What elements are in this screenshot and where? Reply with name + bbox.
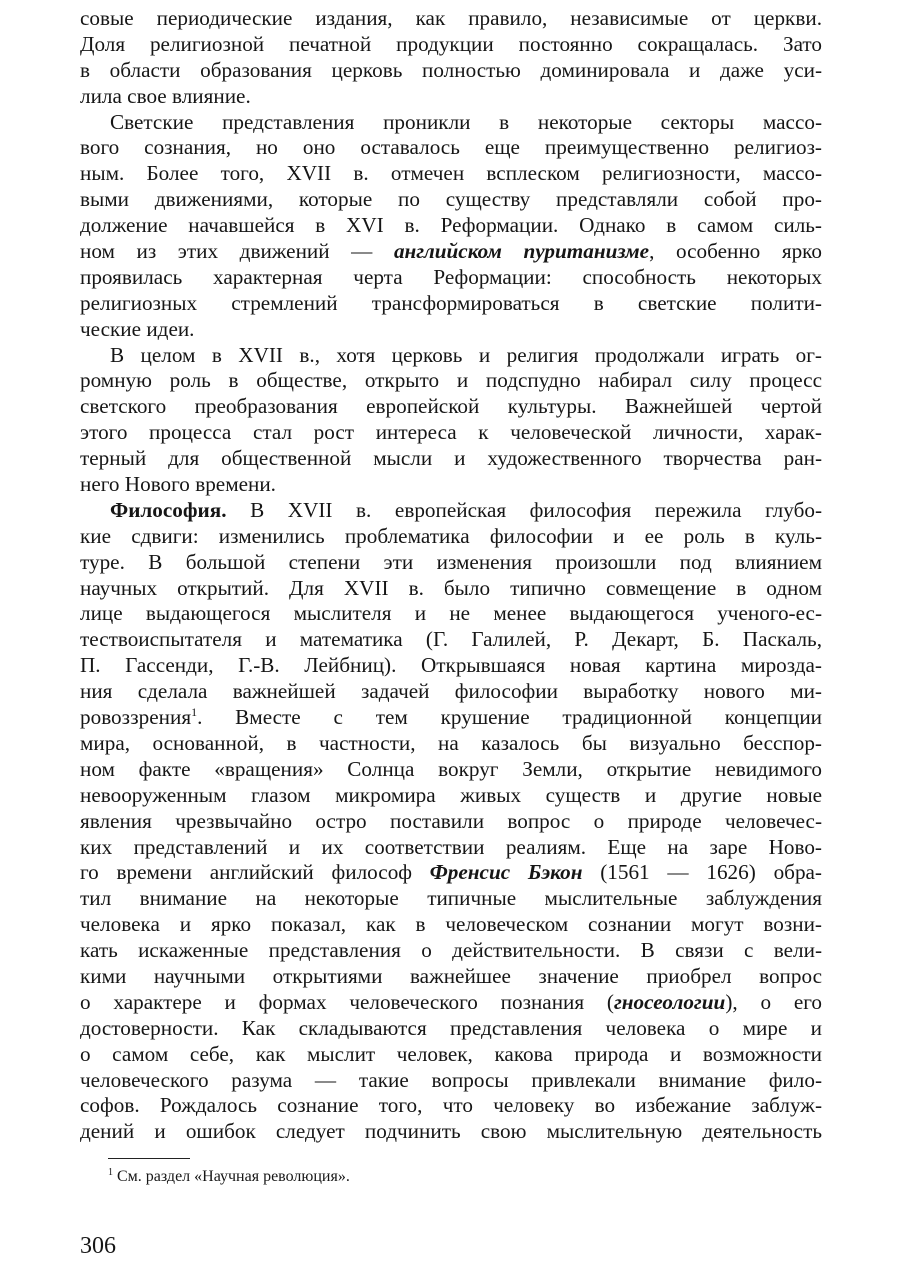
text-line: человека и ярко показал, как в человеческом сознании могут возни- [80, 912, 822, 937]
text-line: ния сделала важнейшей задачей философии выработку нового ми- [80, 679, 822, 704]
text-line: кими научными открытиями важнейшее значение приобрел вопрос [80, 963, 822, 988]
text-run: ном из этих движений — [80, 239, 394, 264]
text-run: . Вместе с тем крушение традиционной концепции [197, 705, 822, 730]
section-heading: Философия. [110, 497, 227, 522]
text-line: тил внимание на некоторые типичные мыслительные заблуждения [80, 886, 822, 911]
page-body [80, 6, 822, 1145]
footnote [108, 1167, 350, 1187]
text-line: ном факте «вращения» Солнца вокруг Земли, открытие невидимого [80, 756, 822, 781]
text-line: дений и ошибок следует подчинить свою мыслительную деятельность [80, 1119, 822, 1144]
text-line: ческие идеи. [80, 316, 195, 341]
text-line: совые периодические издания, как правило, независимые от церкви. [80, 6, 822, 30]
text-line: мира, основанной, в частности, на казалось бы визуально бесспор- [80, 730, 822, 755]
text-line: ным. Более того, XVII в. отмечен всплеском религиозности, массо- [80, 161, 822, 186]
footnote-ref: 1 [191, 705, 198, 720]
paragraph [80, 6, 822, 110]
page-number: 306 [80, 1233, 116, 1259]
text-line: невооруженным глазом микромира живых существ и другие новые [80, 782, 822, 807]
text-line: лила свое влияние. [80, 83, 251, 108]
text-run: ), о его [725, 989, 823, 1014]
text-line: ромную роль в обществе, открыто и подспудно набирал силу процесс [80, 368, 822, 393]
text-line: него Нового времени. [80, 472, 276, 497]
text-line: должение начавшейся в XVI в. Реформации. Однако в самом силь- [80, 213, 822, 238]
text-line: туре. В большой степени эти изменения произошли под влиянием [80, 549, 822, 574]
text-line: проявилась характерная черта Реформации: способность некоторых [80, 264, 822, 289]
text-line [80, 860, 822, 886]
text-run: ровоззрения [80, 705, 192, 730]
footnote-divider [108, 1158, 190, 1159]
text-line: кие сдвиги: изменились проблематика философии и ее роль в куль- [80, 523, 822, 548]
text-line: вого сознания, но оно оставалось еще преимущественно религиоз- [80, 135, 822, 160]
text-line: религиозных стремлений трансформироваться в светские полити- [80, 290, 822, 315]
footnote-marker: 1 [108, 1167, 113, 1178]
text-line: софов. Рождалось сознание того, что человеку во избежание заблуж- [80, 1093, 822, 1118]
paragraph [80, 110, 822, 343]
footnote-text: См. раздел «Научная революция». [113, 1168, 350, 1185]
paragraph [80, 343, 822, 498]
text-line: достоверности. Как складываются представления человека о мире и [80, 1015, 822, 1040]
text-line: о самом себе, как мыслит человек, какова природа и возможности [80, 1041, 822, 1066]
text-line: В целом в XVII в., хотя церковь и религия продолжали играть ог- [110, 342, 822, 367]
text-line [80, 498, 822, 524]
text-line: кать искаженные представления о действительности. В связи с вели- [80, 938, 822, 963]
text-run: , особенно ярко [649, 239, 822, 264]
text-line [80, 990, 822, 1016]
text-line: лице выдающегося мыслителя и не менее выдающегося ученого-ес- [80, 601, 822, 626]
text-line: светского преобразования европейской культуры. Важнейшей чертой [80, 394, 822, 419]
text-line: терный для общественной мысли и художественного творчества ран- [80, 446, 822, 471]
text-line: человеческого разума — такие вопросы привлекали внимание фило- [80, 1067, 822, 1092]
text-line: в области образования церковь полностью доминировала и даже уси- [80, 57, 822, 82]
text-line: научных открытий. Для XVII в. было типично совмещение в одном [80, 575, 822, 600]
paragraph [80, 498, 822, 1145]
italic-name: Френсис Бэкон [429, 860, 583, 885]
text-run: (1561 — 1626) обра- [582, 860, 822, 885]
text-line: Доля религиозной печатной продукции постоянно сокращалась. Зато [80, 31, 822, 56]
text-run: В XVII в. европейская философия пережила глубо- [226, 497, 822, 522]
text-line: явления чрезвычайно остро поставили вопрос о природе человечес- [80, 808, 822, 833]
text-line: этого процесса стал рост интереса к человеческой личности, харак- [80, 420, 822, 445]
text-line [80, 705, 822, 731]
text-line: тествоиспытателя и математика (Г. Галилей, Р. Декарт, Б. Паскаль, [80, 627, 822, 652]
text-run: о характере и формах человеческого познания ( [80, 989, 614, 1014]
text-line: выми движениями, которые по существу представляли собой про- [80, 187, 822, 212]
text-run: го времени английский философ [80, 860, 430, 885]
text-line [80, 239, 822, 265]
italic-term: английском пуританизме [393, 239, 650, 264]
text-line: Светские представления проникли в некоторые секторы массо- [110, 109, 822, 134]
text-line: ких представлений и их соответствии реалиям. Еще на заре Ново- [80, 834, 822, 859]
italic-term: гносеологии [613, 989, 726, 1014]
text-line: П. Гассенди, Г.-В. Лейбниц). Открывшаяся новая картина мирозда- [80, 653, 822, 678]
